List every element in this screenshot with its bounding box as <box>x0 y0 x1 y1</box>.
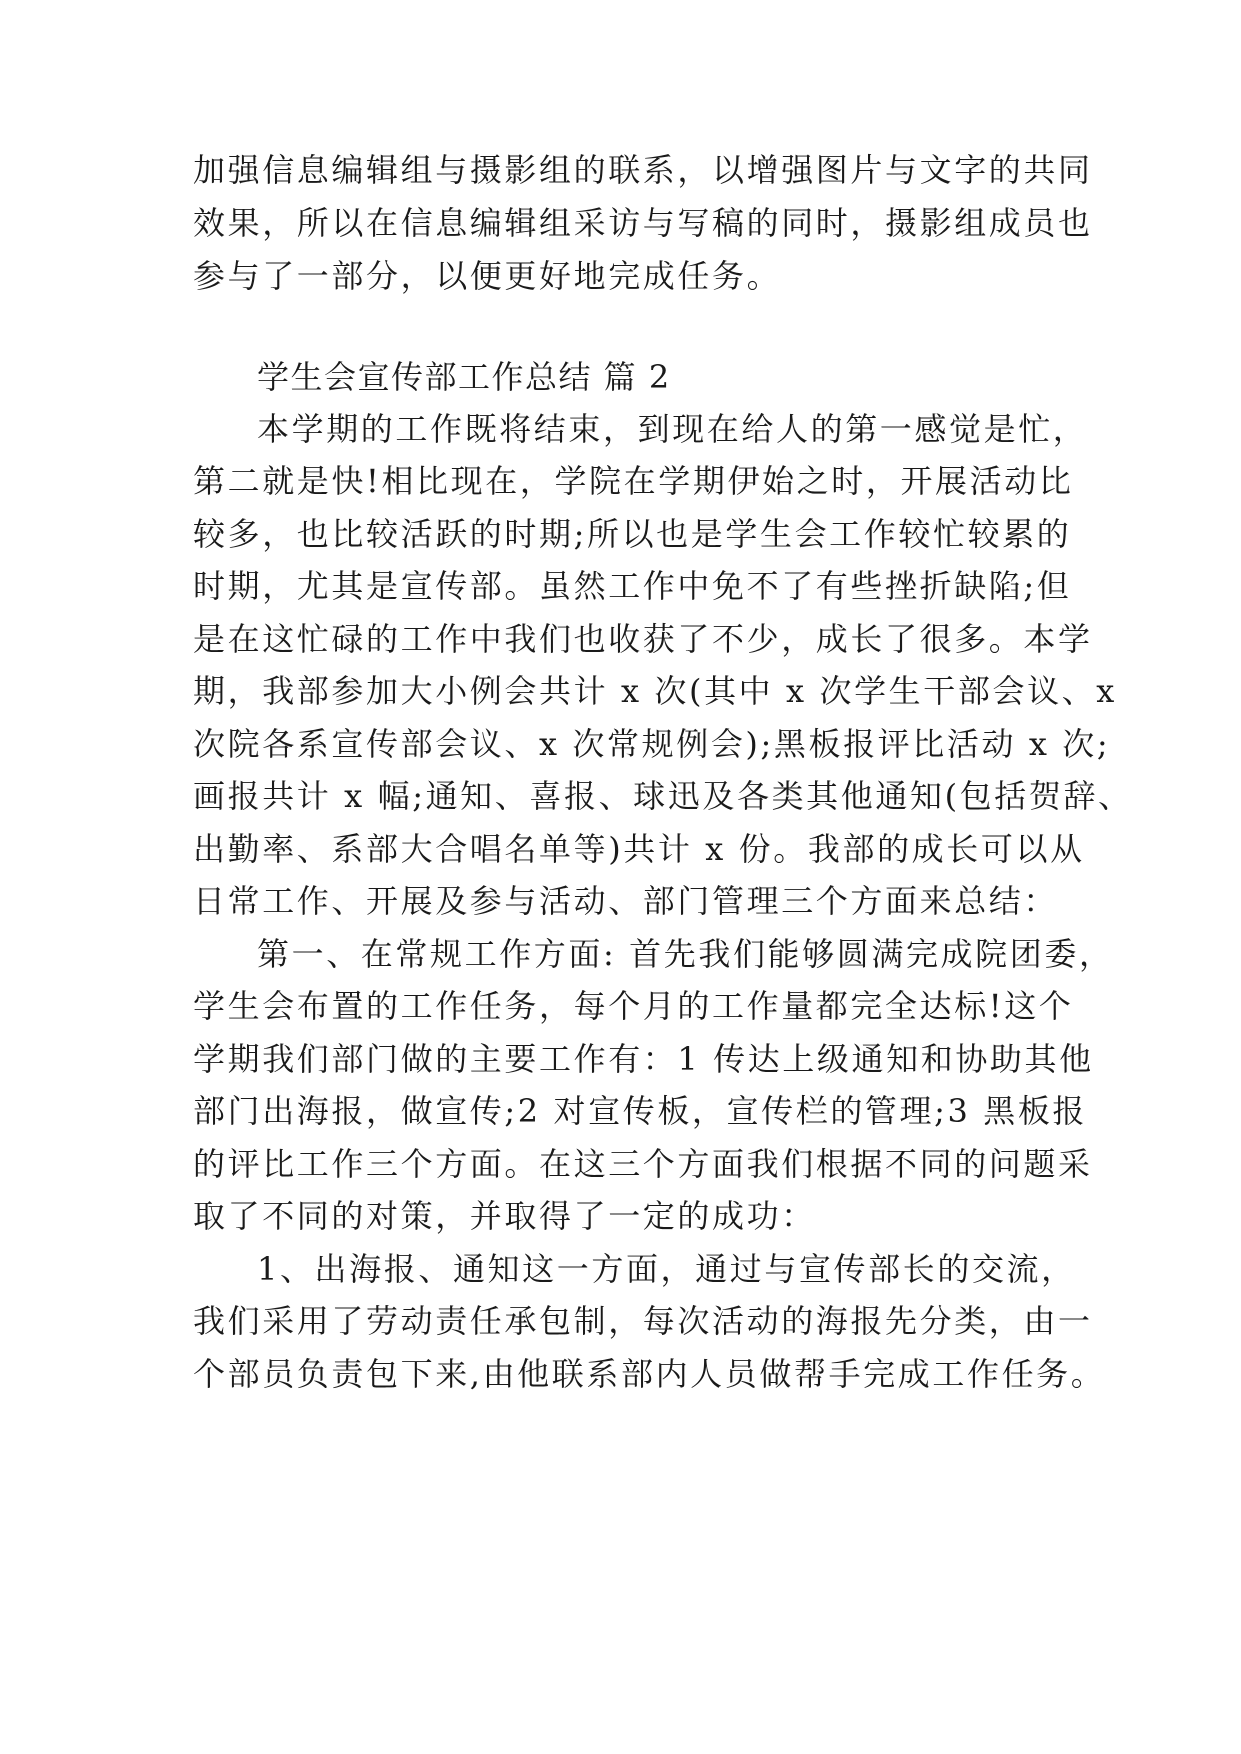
paragraph1-line-7: 次院各系宣传部会议、x 次常规例会);黑板报评比活动 x 次; <box>193 725 1111 763</box>
intro-line-3: 参与了一部分，以便更好地完成任务。 <box>193 257 782 295</box>
paragraph1-line-2: 第二就是快!相比现在，学院在学期伊始之时，开展活动比 <box>193 462 1074 500</box>
section-heading: 学生会宣传部工作总结 篇 2 <box>257 358 671 396</box>
paragraph1-line-3: 较多，也比较活跃的时期;所以也是学生会工作较忙较累的 <box>193 515 1072 553</box>
paragraph2-line-1: 第一、在常规工作方面: 首先我们能够圆满完成院团委， <box>257 935 1114 973</box>
intro-line-2: 效果，所以在信息编辑组采访与写稿的同时，摄影组成员也 <box>193 204 1093 242</box>
paragraph1-line-1: 本学期的工作既将结束，到现在给人的第一感觉是忙， <box>257 410 1088 448</box>
paragraph1-line-5: 是在这忙碌的工作中我们也收获了不少，成长了很多。本学 <box>193 620 1093 658</box>
paragraph2-line-2: 学生会布置的工作任务，每个月的工作量都完全达标!这个 <box>193 987 1074 1025</box>
paragraph3-line-3: 个部员负责包下来,由他联系部内人员做帮手完成工作任务。 <box>193 1355 1106 1393</box>
paragraph3-line-2: 我们采用了劳动责任承包制，每次活动的海报先分类，由一 <box>193 1302 1093 1340</box>
paragraph2-line-3: 学期我们部门做的主要工作有：1 传达上级通知和协助其他 <box>193 1040 1094 1078</box>
paragraph2-line-4: 部门出海报，做宣传;2 对宣传板，宣传栏的管理;3 黑板报 <box>193 1092 1088 1130</box>
intro-line-1: 加强信息编辑组与摄影组的联系，以增强图片与文字的共同 <box>193 151 1093 189</box>
paragraph1-line-4: 时期，尤其是宣传部。虽然工作中免不了有些挫折缺陷;但 <box>193 567 1072 605</box>
paragraph3-line-1: 1、出海报、通知这一方面，通过与宣传部长的交流， <box>257 1250 1076 1288</box>
paragraph1-line-8: 画报共计 x 幅;通知、喜报、球迅及各类其他通知(包括贺辞、 <box>193 777 1133 815</box>
paragraph2-line-6: 取了不同的对策，并取得了一定的成功： <box>193 1197 816 1235</box>
paragraph1-line-10: 日常工作、开展及参与活动、部门管理三个方面来总结： <box>193 882 1059 920</box>
paragraph1-line-6: 期，我部参加大小例会共计 x 次(其中 x 次学生干部会议、x <box>193 672 1117 710</box>
paragraph2-line-5: 的评比工作三个方面。在这三个方面我们根据不同的问题采 <box>193 1145 1093 1183</box>
paragraph1-line-9: 出勤率、系部大合唱名单等)共计 x 份。我部的成长可以从 <box>193 830 1085 868</box>
